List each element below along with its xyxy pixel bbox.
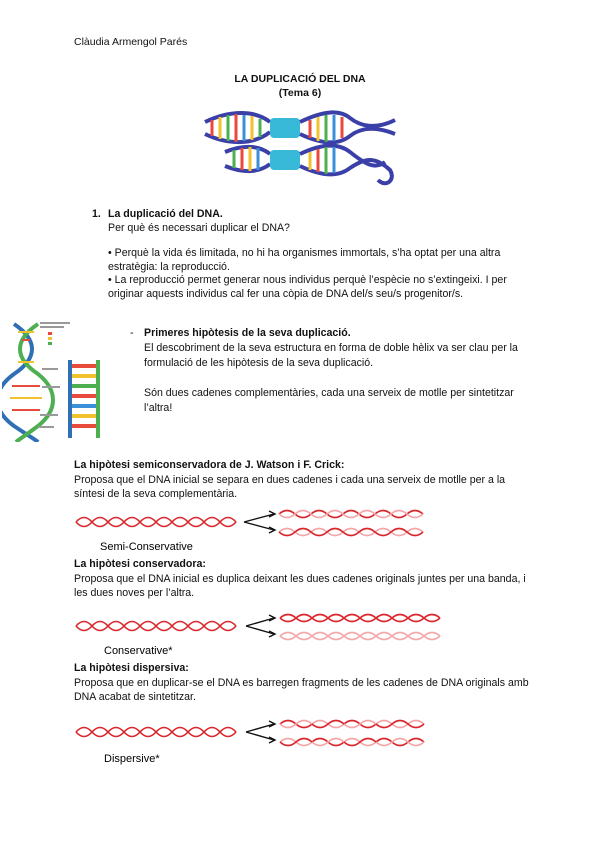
- bullet-reproduction: • La reproducció permet generar nous individus perquè l’espècie no s’extingeixi. I per originar aquests individus cal fer una còpia de DNA del/s seu/s progenitor/s.: [108, 274, 507, 300]
- title-line-2: (Tema 6): [278, 87, 322, 99]
- subsection-first-hypotheses: [130, 326, 530, 416]
- hypothesis-heading: La hipòtesi semiconservadora de J. Watson i F. Crick:: [74, 459, 345, 471]
- page-title: [0, 72, 600, 100]
- author-name: Clàudia Armengol Parés: [74, 36, 188, 48]
- conservative-diagram: [74, 606, 454, 660]
- section-question: Per què és necessari duplicar el DNA?: [108, 221, 290, 234]
- dispersive-diagram: [74, 712, 454, 768]
- section-duplication: [92, 208, 532, 302]
- hypothesis-conservative: [74, 557, 534, 601]
- hypothesis-text: Proposa que en duplicar-se el DNA es barregen fragments de les cadenes de DNA originals amb DNA acabat de sintetitzar.: [74, 676, 529, 703]
- semiconservative-caption: Semi-Conservative: [100, 541, 193, 553]
- dna-replication-illustration: [200, 100, 410, 192]
- parent-helix: [76, 518, 236, 527]
- hypothesis-semiconservative: [74, 458, 534, 502]
- hypothesis-heading: La hipòtesi conservadora:: [74, 558, 206, 570]
- subsection-text-complementary: Són dues cadenes complementàries, cada una serveix de motlle per sintetitzar l’altra!: [144, 387, 514, 414]
- hypothesis-dispersive: [74, 661, 534, 705]
- title-line-1: LA DUPLICACIÓ DEL DNA: [234, 73, 366, 85]
- section-number: 1.: [92, 208, 101, 220]
- subsection-text-discovery: El descobriment de la seva estructura en forma de doble hèlix va ser clau per la formulació de les hipòtesis de la seva duplicació.: [144, 342, 518, 369]
- hypothesis-text: Proposa que el DNA inicial es duplica deixant les dues cadenes originals juntes per una banda, i les dues noves per l’altra.: [74, 572, 526, 599]
- semiconservative-diagram: [74, 504, 444, 558]
- bullet-life-limited: • Perquè la vida és limitada, no hi ha organismes immortals, s’ha optat per una altra estratègia: la reproducció.: [108, 247, 501, 273]
- hypothesis-text: Proposa que el DNA inicial se separa en dues cadenes i cada una serveix de motlle per a la síntesi de la seva complementària.: [74, 473, 506, 500]
- hypothesis-heading: La hipòtesi dispersiva:: [74, 662, 189, 674]
- dispersive-caption: Dispersive*: [104, 753, 160, 765]
- conservative-caption: Conservative*: [104, 645, 173, 657]
- double-helix-diagram: [2, 318, 114, 442]
- subsection-heading: Primeres hipòtesis de la seva duplicació.: [144, 327, 351, 339]
- section-heading: La duplicació del DNA.: [108, 208, 223, 220]
- subsection-bullet: -: [130, 327, 134, 339]
